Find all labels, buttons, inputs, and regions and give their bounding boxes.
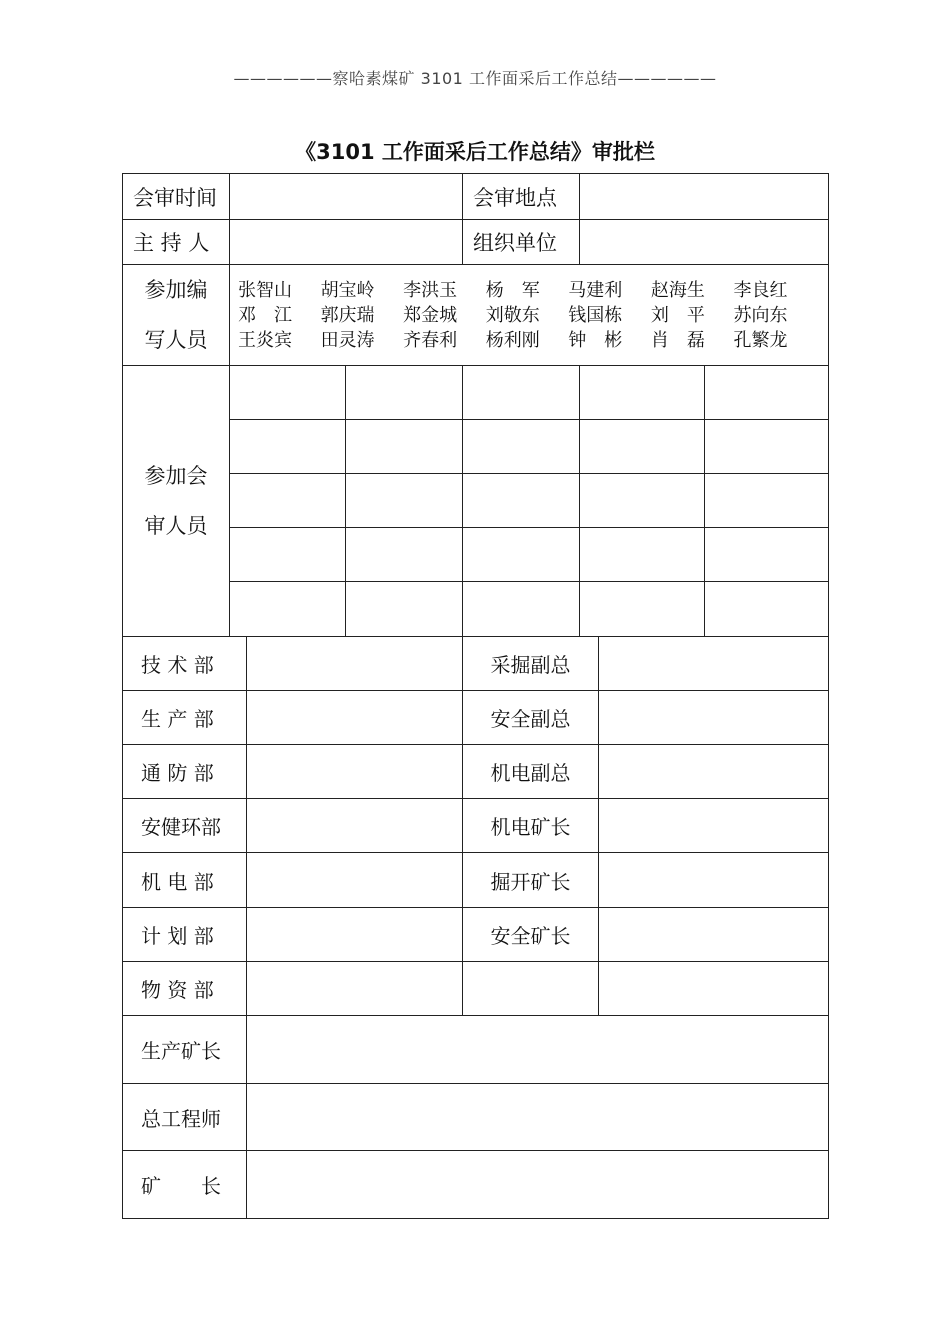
writer-name: 钱国栋 [568, 304, 623, 326]
review-location-label: 会审地点 [463, 174, 580, 220]
reviewer-signature-cell[interactable] [346, 366, 463, 420]
blank-signature-cell[interactable] [599, 962, 829, 1016]
writer-name: 李洪玉 [403, 279, 458, 301]
review-location-field[interactable] [580, 174, 829, 220]
leader-label-mech-mine-head: 机电矿长 [463, 799, 599, 853]
writer-name: 张智山 [238, 279, 292, 301]
dept-label-materials: 物 资 部 [123, 962, 247, 1016]
leader-signature-mech-mine-head[interactable] [599, 799, 829, 853]
leader-signature-excavation-mine-head[interactable] [599, 853, 829, 908]
writer-name: 肖 磊 [650, 329, 705, 351]
writer-name: 齐春利 [403, 329, 458, 351]
production-mine-head-signature[interactable] [247, 1016, 829, 1084]
reviewer-signature-cell[interactable] [580, 420, 705, 474]
dept-label-mechanical: 机 电 部 [123, 853, 247, 908]
writer-name: 苏向东 [733, 304, 788, 326]
leader-signature-safety-mine-head[interactable] [599, 908, 829, 962]
reviewer-signature-cell[interactable] [463, 528, 580, 582]
dept-signature-materials[interactable] [247, 962, 463, 1016]
reviewer-signature-cell[interactable] [705, 582, 829, 637]
writer-name: 郑金城 [403, 304, 458, 326]
dept-signature-production[interactable] [247, 691, 463, 745]
reviewers-label-line2: 审人员 [144, 514, 208, 538]
row-dept-ventilation [123, 745, 829, 799]
row-dept-technical [123, 637, 829, 691]
reviewer-signature-cell[interactable] [705, 474, 829, 528]
leader-signature-mech-deputy[interactable] [599, 745, 829, 799]
writers-names-cell [230, 265, 829, 366]
row-host [123, 220, 829, 265]
dept-signature-mechanical[interactable] [247, 853, 463, 908]
writer-name: 杨利刚 [485, 329, 540, 351]
row-dept-mechanical [123, 853, 829, 908]
row-dept-materials [123, 962, 829, 1016]
host-label: 主 持 人 [123, 220, 230, 265]
dept-signature-technical[interactable] [247, 637, 463, 691]
writer-name: 邓 江 [238, 304, 292, 326]
reviewer-signature-cell[interactable] [463, 582, 580, 637]
reviewer-signature-cell[interactable] [230, 582, 346, 637]
dept-label-planning: 计 划 部 [123, 908, 247, 962]
row-writers [123, 265, 829, 366]
reviewer-signature-cell[interactable] [230, 528, 346, 582]
leader-label-excavation-mine-head: 掘开矿长 [463, 853, 599, 908]
leader-signature-safety-deputy[interactable] [599, 691, 829, 745]
reviewer-signature-cell[interactable] [580, 582, 705, 637]
reviewer-signature-cell[interactable] [580, 366, 705, 420]
dept-signature-hse[interactable] [247, 799, 463, 853]
reviewer-signature-cell[interactable] [346, 420, 463, 474]
organizer-label: 组织单位 [463, 220, 580, 265]
writer-name: 赵海生 [650, 279, 705, 301]
chief-engineer-signature[interactable] [247, 1084, 829, 1151]
reviewer-signature-cell[interactable] [346, 528, 463, 582]
writer-name: 李良红 [733, 279, 788, 301]
reviewer-signature-cell[interactable] [705, 528, 829, 582]
chief-engineer-label: 总工程师 [123, 1084, 247, 1151]
row-production-mine-head [123, 1016, 829, 1084]
writer-name: 马建利 [568, 279, 623, 301]
writers-label [123, 265, 230, 366]
reviewer-signature-cell[interactable] [463, 366, 580, 420]
writer-name: 田灵涛 [320, 329, 375, 351]
reviewer-signature-cell[interactable] [346, 474, 463, 528]
reviewer-signature-cell[interactable] [346, 582, 463, 637]
reviewer-signature-cell[interactable] [463, 420, 580, 474]
writer-name: 刘敬东 [485, 304, 540, 326]
blank-label-cell [463, 962, 599, 1016]
reviewers-label-line1: 参加会 [144, 464, 208, 488]
row-chief-engineer [123, 1084, 829, 1151]
review-time-field[interactable] [230, 174, 463, 220]
writer-name: 郭庆瑞 [320, 304, 375, 326]
reviewer-signature-cell[interactable] [230, 474, 346, 528]
approval-form-table [122, 173, 829, 1219]
leader-label-mining-deputy: 采掘副总 [463, 637, 599, 691]
writer-name: 杨 军 [485, 279, 540, 301]
mine-head-label: 矿 长 [123, 1151, 247, 1219]
page-title: 《3101 工作面采后工作总结》审批栏 [295, 140, 655, 164]
leader-signature-mining-deputy[interactable] [599, 637, 829, 691]
production-mine-head-label: 生产矿长 [123, 1016, 247, 1084]
reviewer-signature-cell[interactable] [705, 420, 829, 474]
leader-label-safety-deputy: 安全副总 [463, 691, 599, 745]
writers-names-grid [230, 278, 828, 353]
writers-label-line2: 写人员 [144, 328, 208, 352]
writer-name: 孔繁龙 [733, 329, 788, 351]
leader-label-safety-mine-head: 安全矿长 [463, 908, 599, 962]
review-time-label: 会审时间 [123, 174, 230, 220]
writers-label-line1: 参加编 [144, 278, 208, 302]
reviewer-signature-cell[interactable] [705, 366, 829, 420]
writer-name: 胡宝岭 [320, 279, 375, 301]
host-field[interactable] [230, 220, 463, 265]
reviewer-signature-cell[interactable] [230, 366, 346, 420]
reviewer-signature-cell[interactable] [230, 420, 346, 474]
dept-label-ventilation: 通 防 部 [123, 745, 247, 799]
organizer-field[interactable] [580, 220, 829, 265]
row-reviewers-1 [123, 366, 829, 420]
dept-signature-ventilation[interactable] [247, 745, 463, 799]
dept-signature-planning[interactable] [247, 908, 463, 962]
row-review-time [123, 174, 829, 220]
reviewer-signature-cell[interactable] [580, 528, 705, 582]
dept-label-technical: 技 术 部 [123, 637, 247, 691]
dept-label-production: 生 产 部 [123, 691, 247, 745]
row-dept-production [123, 691, 829, 745]
writer-name: 钟 彬 [568, 329, 623, 351]
leader-label-mech-deputy: 机电副总 [463, 745, 599, 799]
writer-name: 王炎宾 [238, 329, 292, 351]
row-dept-planning [123, 908, 829, 962]
page-header: ——————察哈素煤矿 3101 工作面采后工作总结—————— [233, 69, 717, 88]
reviewers-label [123, 366, 230, 637]
mine-head-signature[interactable] [247, 1151, 829, 1219]
reviewer-signature-cell[interactable] [463, 474, 580, 528]
writer-name: 刘 平 [650, 304, 705, 326]
row-mine-head [123, 1151, 829, 1219]
row-dept-hse [123, 799, 829, 853]
dept-label-hse: 安健环部 [123, 799, 247, 853]
reviewer-signature-cell[interactable] [580, 474, 705, 528]
